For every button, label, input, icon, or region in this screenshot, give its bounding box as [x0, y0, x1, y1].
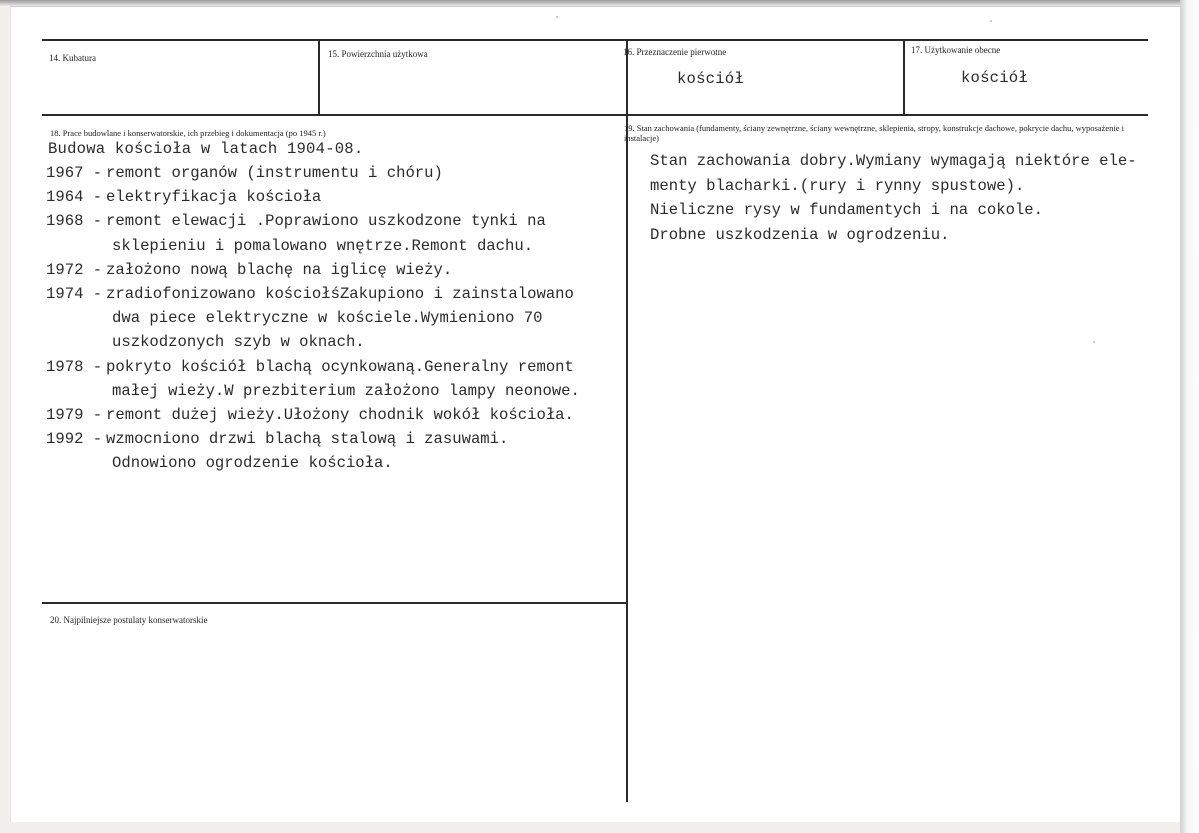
przeznaczenie-label: 16. Przeznaczenie pierwotne — [623, 47, 727, 57]
scan-edge-right — [1180, 0, 1199, 833]
section-20-top-rule — [42, 602, 628, 604]
stan-label: 19. Stan zachowania (fundamenty, ściany zewnętrzne, ściany wewnętrzne, sklepienia, stropy, konstrukcje dachowe, pokrycie dachu, wyposażenie i instalacje) — [624, 123, 1124, 143]
stan-line: Nieliczne rysy w fundamentych i na cokole. — [650, 201, 1044, 219]
prace-entry-continuation: dwa piece elektryczne w kościele.Wymieniono 70 — [112, 309, 543, 328]
prace-entry-year: 1974 - — [46, 285, 103, 303]
top-rule — [42, 39, 1148, 41]
prace-entry-text: zradiofonizowano kościołśZakupiono i zainstalowano — [106, 285, 574, 303]
prace-entry-year: 1979 - — [46, 406, 103, 424]
postulaty-label: 20. Najpilniejsze postulaty konserwatorskie — [50, 615, 208, 625]
prace-entry-year: 1968 - — [46, 212, 103, 231]
prace-entry-text: remont elewacji .Poprawiono uszkodzone tynki na — [106, 212, 546, 231]
divider-col-1 — [318, 40, 320, 116]
prace-entry-year: 1978 - — [46, 357, 103, 376]
stan-line: Stan zachowania dobry.Wymiany wymagają niektóre ele- — [650, 152, 1137, 170]
prace-entry-year: 1972 - — [46, 260, 103, 279]
przeznaczenie-value: kościół — [677, 70, 744, 88]
prace-entry-continuation: Odnowiono ogrodzenie kościoła. — [112, 454, 393, 473]
prace-entry-year: 1967 - — [46, 164, 103, 182]
prace-entry-continuation: sklepieniu i pomalowano wnętrze.Remont dachu. — [112, 236, 534, 255]
prace-label: 18. Prace budowlane i konserwatorskie, ich przebieg i dokumentacja (po 1945 r.) — [50, 128, 326, 138]
uzytkowanie-value: kościół — [961, 69, 1028, 87]
scan-speck — [990, 20, 992, 22]
powierzchnia-label: 15. Powierzchnia użytkowa — [328, 49, 428, 59]
uzytkowanie-label: 17. Użytkowanie obecne — [911, 45, 1001, 55]
kubatura-label: 14. Kubatura — [49, 53, 96, 63]
prace-entry-text: remont organów (instrumentu i chóru) — [106, 164, 443, 182]
scan-speck — [556, 16, 558, 18]
prace-entry-text: remont dużej wieży.Ułożony chodnik wokół kościoła. — [106, 406, 574, 424]
stan-line: menty blacharki.(rury i rynny spustowe). — [650, 176, 1025, 195]
prace-entry-continuation: uszkodzonych szyb w oknach. — [112, 333, 365, 352]
row1-bottom-rule — [42, 114, 1148, 116]
scan-speck — [1093, 341, 1095, 343]
divider-col-3 — [903, 40, 905, 116]
prace-intro: Budowa kościoła w latach 1904-08. — [48, 140, 364, 158]
prace-entry-text: elektryfikacja kościoła — [106, 188, 322, 207]
prace-entry-text: założono nową blachę na iglicę wieży. — [106, 260, 453, 279]
stan-line: Drobne uszkodzenia w ogrodzeniu. — [650, 225, 950, 244]
divider-col-2 — [626, 40, 628, 802]
prace-entry-text: wzmocniono drzwi blachą stalową i zasuwami. — [106, 430, 509, 449]
prace-entry-year: 1964 - — [46, 188, 103, 207]
prace-entry-year: 1992 - — [46, 430, 103, 449]
prace-entry-text: pokryto kościół blachą ocynkowaną.Generalny remont — [106, 357, 574, 376]
prace-entry-continuation: małej wieży.W prezbiterium założono lampy neonowe. — [112, 381, 580, 400]
